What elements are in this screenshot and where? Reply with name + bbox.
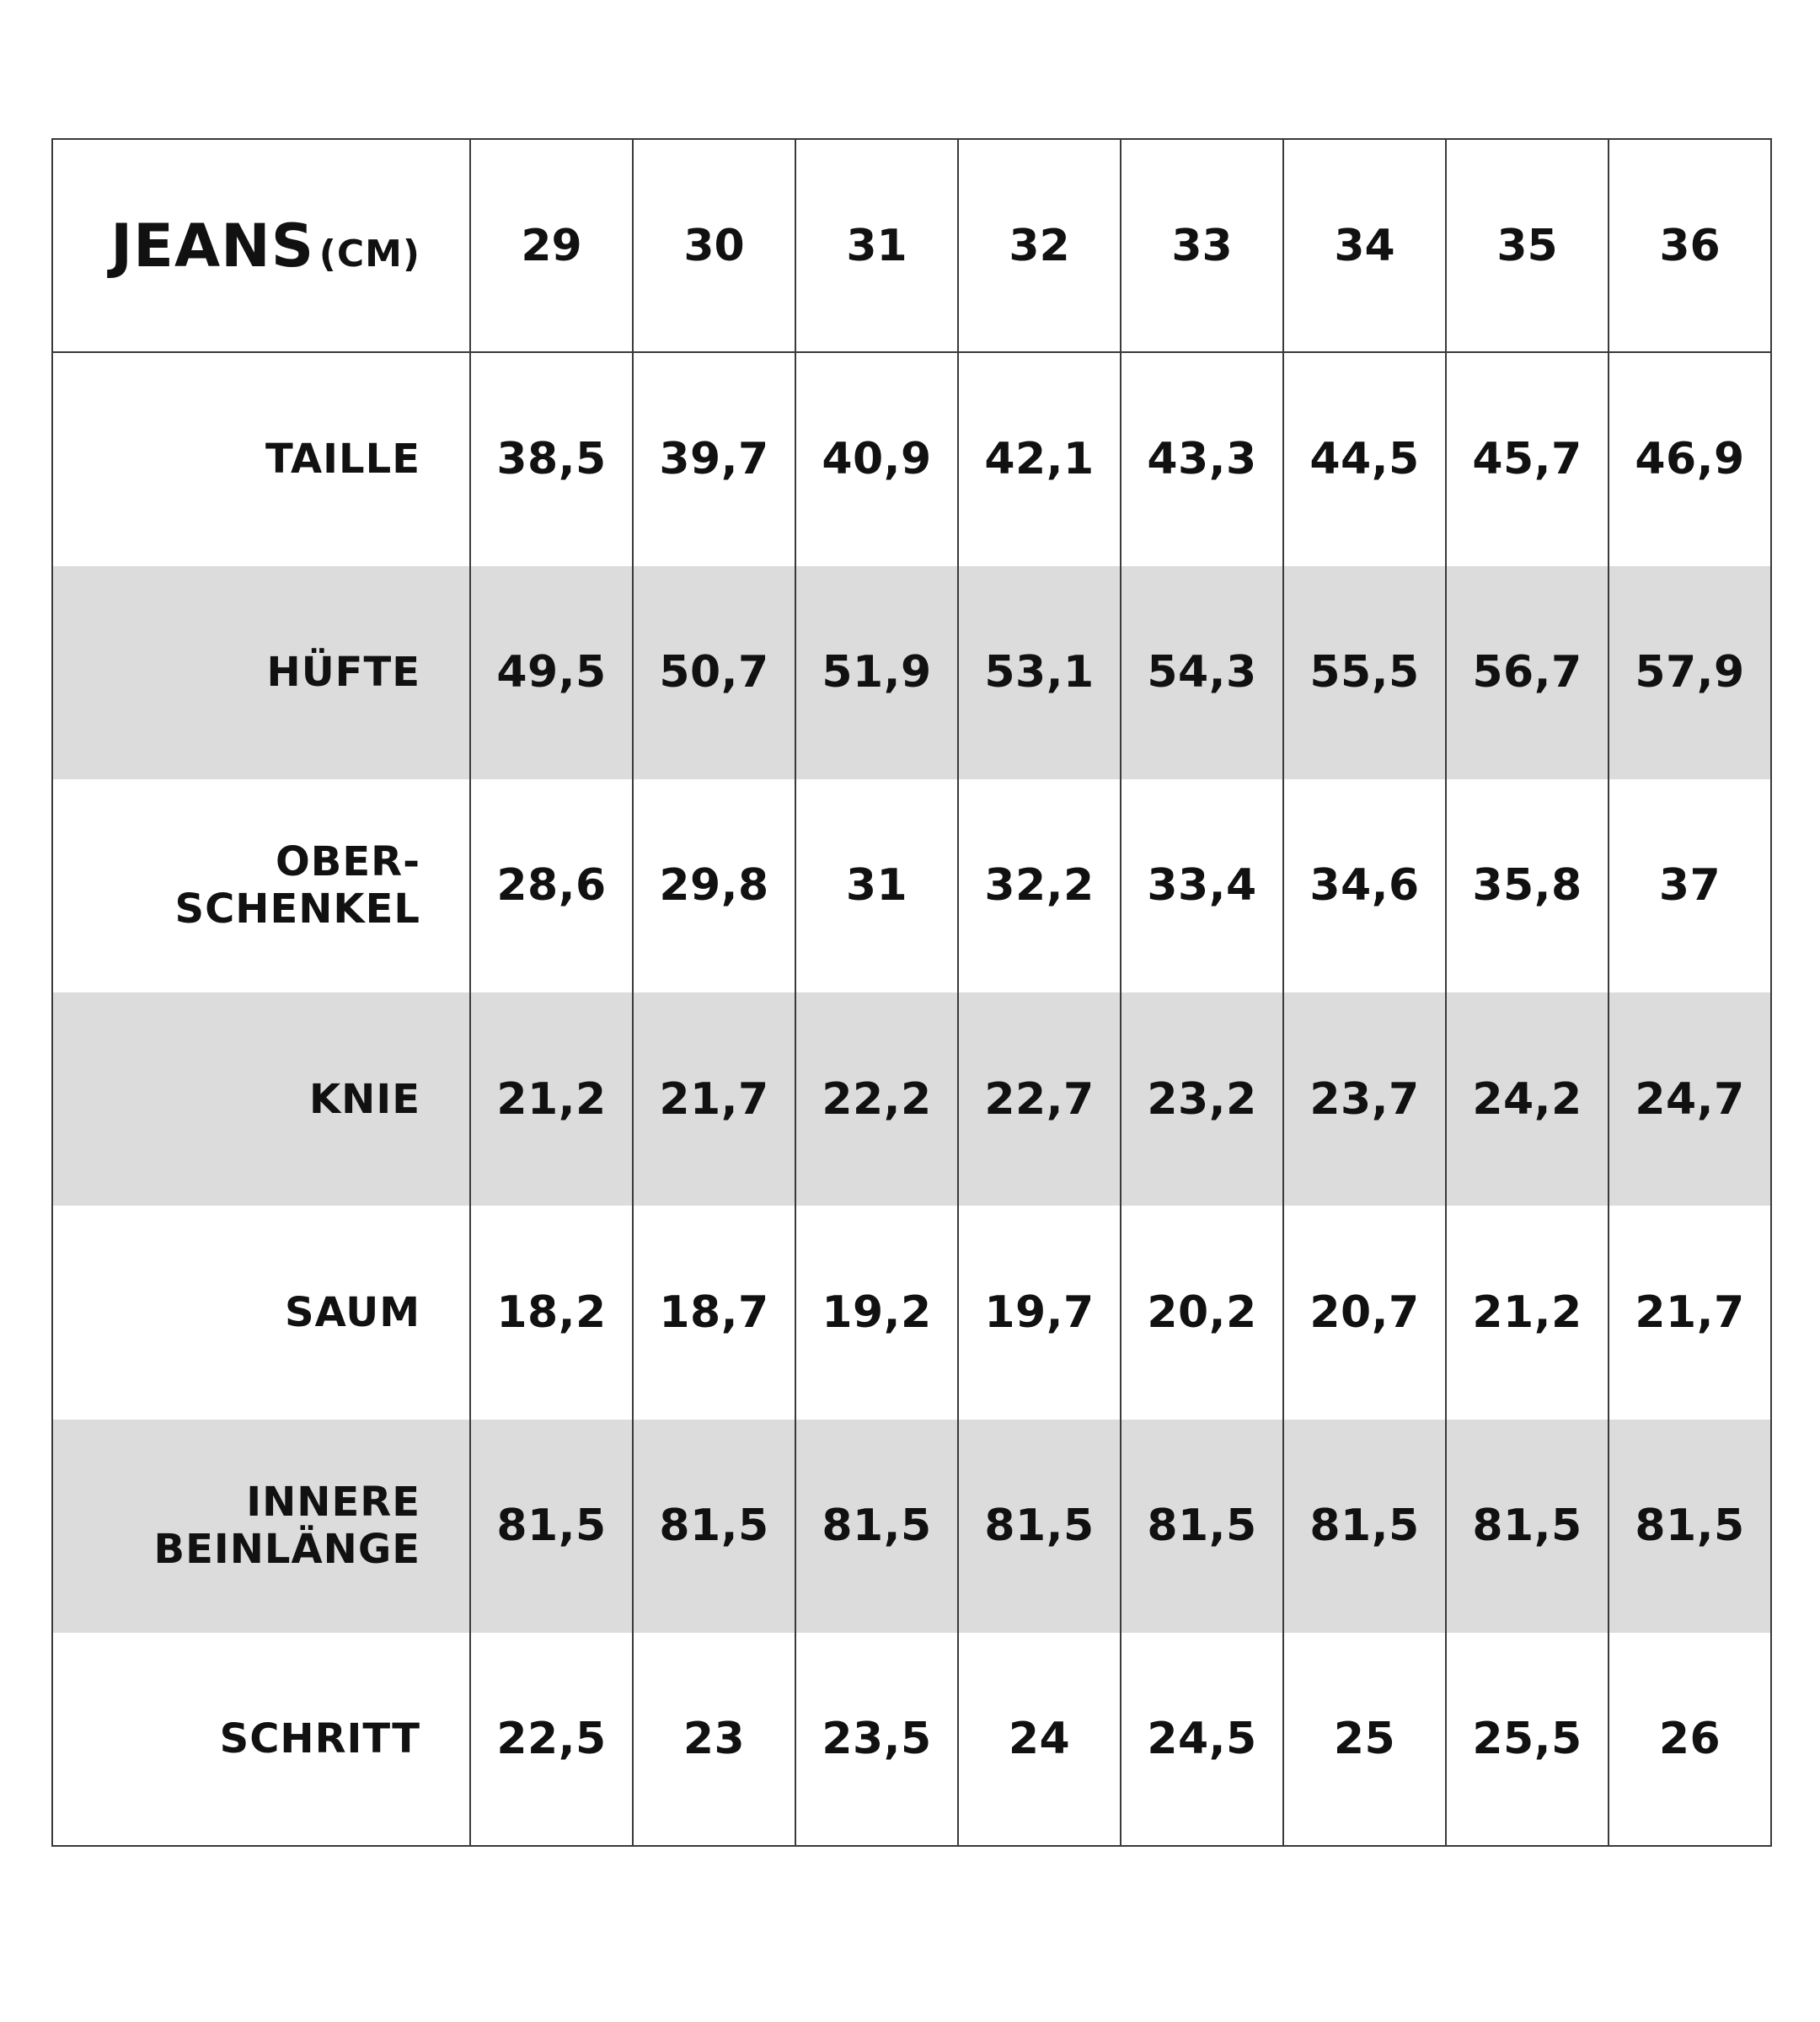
- table-row: [52, 1420, 1771, 1633]
- measurement-cell: 21,7: [1609, 1206, 1771, 1419]
- size-header: 36: [1609, 139, 1771, 352]
- measurement-cell: 23,5: [795, 1633, 958, 1846]
- row-label: [52, 566, 470, 779]
- measurement-cell: 33,4: [1121, 779, 1283, 992]
- table-unit: (CM): [318, 232, 420, 275]
- measurement-cell: 24,7: [1609, 992, 1771, 1206]
- measurement-cell: 20,7: [1283, 1206, 1446, 1419]
- measurement-cell: 35,8: [1446, 779, 1609, 992]
- measurement-cell: 39,7: [633, 352, 795, 565]
- size-header: 30: [633, 139, 795, 352]
- measurement-cell: 81,5: [1446, 1420, 1609, 1633]
- measurement-cell: 29,8: [633, 779, 795, 992]
- table-title-cell: [52, 139, 470, 352]
- row-label-line: SCHRITT: [219, 1714, 420, 1763]
- row-label: [52, 992, 470, 1206]
- measurement-cell: 81,5: [958, 1420, 1121, 1633]
- measurement-cell: 32,2: [958, 779, 1121, 992]
- table-row: [52, 779, 1771, 992]
- row-label: [52, 1633, 470, 1846]
- row-label: [52, 1420, 470, 1633]
- measurement-cell: 19,2: [795, 1206, 958, 1419]
- row-label-line: KNIE: [308, 1075, 420, 1123]
- measurement-cell: 49,5: [470, 566, 633, 779]
- measurement-cell: 20,2: [1121, 1206, 1283, 1419]
- measurement-cell: 81,5: [470, 1420, 633, 1633]
- measurement-cell: 81,5: [1609, 1420, 1771, 1633]
- measurement-cell: 40,9: [795, 352, 958, 565]
- measurement-cell: 24,5: [1121, 1633, 1283, 1846]
- measurement-cell: 34,6: [1283, 779, 1446, 992]
- measurement-cell: 23: [633, 1633, 795, 1846]
- measurement-cell: 22,2: [795, 992, 958, 1206]
- size-header: 29: [470, 139, 633, 352]
- measurement-cell: 21,2: [470, 992, 633, 1206]
- size-chart-table: [51, 138, 1772, 1847]
- measurement-cell: 50,7: [633, 566, 795, 779]
- measurement-cell: 22,5: [470, 1633, 633, 1846]
- measurement-cell: 18,2: [470, 1206, 633, 1419]
- row-label-line: HÜFTE: [266, 649, 420, 697]
- measurement-cell: 81,5: [795, 1420, 958, 1633]
- row-label-line: SAUM: [285, 1288, 420, 1336]
- table-title: JEANS: [110, 211, 315, 281]
- measurement-cell: 46,9: [1609, 352, 1771, 565]
- measurement-cell: 23,2: [1121, 992, 1283, 1206]
- measurement-cell: 21,7: [633, 992, 795, 1206]
- measurement-cell: 21,2: [1446, 1206, 1609, 1419]
- row-label: [52, 1206, 470, 1419]
- table-row: [52, 1206, 1771, 1419]
- measurement-cell: 43,3: [1121, 352, 1283, 565]
- measurement-cell: 44,5: [1283, 352, 1446, 565]
- measurement-cell: 25: [1283, 1633, 1446, 1846]
- row-label: [52, 779, 470, 992]
- measurement-cell: 54,3: [1121, 566, 1283, 779]
- size-header: 31: [795, 139, 958, 352]
- size-header: 33: [1121, 139, 1283, 352]
- measurement-cell: 18,7: [633, 1206, 795, 1419]
- row-label-line: TAILLE: [265, 436, 420, 484]
- measurement-cell: 28,6: [470, 779, 633, 992]
- row-label: [52, 352, 470, 565]
- measurement-cell: 24,2: [1446, 992, 1609, 1206]
- measurement-cell: 51,9: [795, 566, 958, 779]
- measurement-cell: 42,1: [958, 352, 1121, 565]
- measurement-cell: 38,5: [470, 352, 633, 565]
- measurement-cell: 24: [958, 1633, 1121, 1846]
- measurement-cell: 56,7: [1446, 566, 1609, 779]
- row-label-line: BEINLÄNGE: [153, 1526, 420, 1574]
- row-label-line: OBER-: [275, 838, 420, 886]
- size-header: 34: [1283, 139, 1446, 352]
- table-row: [52, 1633, 1771, 1846]
- row-label-line: SCHENKEL: [174, 885, 420, 933]
- measurement-cell: 22,7: [958, 992, 1121, 1206]
- header-row: [52, 139, 1771, 352]
- measurement-cell: 55,5: [1283, 566, 1446, 779]
- table-row: [52, 352, 1771, 565]
- measurement-cell: 45,7: [1446, 352, 1609, 565]
- measurement-cell: 25,5: [1446, 1633, 1609, 1846]
- measurement-cell: 26: [1609, 1633, 1771, 1846]
- size-header: 32: [958, 139, 1121, 352]
- measurement-cell: 23,7: [1283, 992, 1446, 1206]
- measurement-cell: 19,7: [958, 1206, 1121, 1419]
- size-header: 35: [1446, 139, 1609, 352]
- row-label-line: INNERE: [246, 1479, 420, 1527]
- measurement-cell: 81,5: [633, 1420, 795, 1633]
- measurement-cell: 81,5: [1121, 1420, 1283, 1633]
- table-row: [52, 992, 1771, 1206]
- table-row: [52, 566, 1771, 779]
- measurement-cell: 31: [795, 779, 958, 992]
- measurement-cell: 37: [1609, 779, 1771, 992]
- measurement-cell: 81,5: [1283, 1420, 1446, 1633]
- measurement-cell: 57,9: [1609, 566, 1771, 779]
- measurement-cell: 53,1: [958, 566, 1121, 779]
